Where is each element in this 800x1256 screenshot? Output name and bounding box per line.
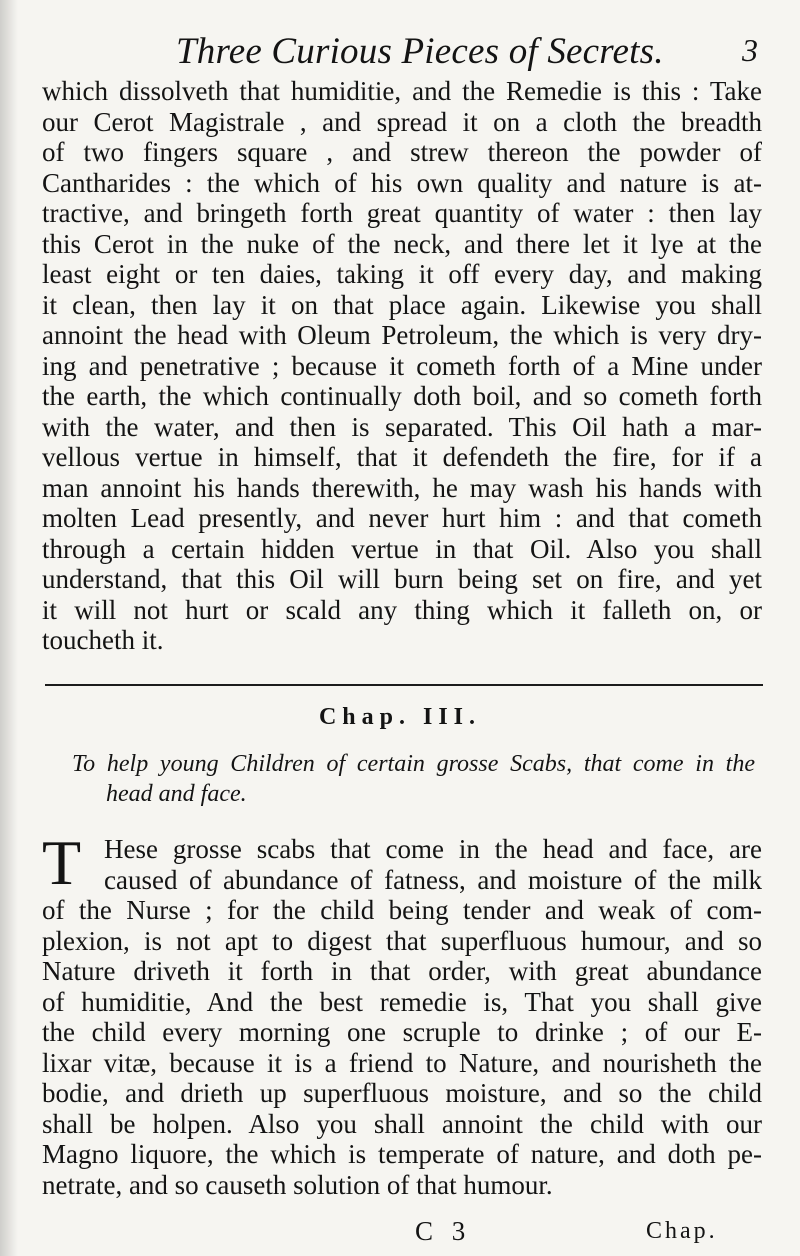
chapter-line: Hese grosse scabs that come in the head and face, are bbox=[104, 834, 762, 864]
body-line: this Cerot in the nuke of the neck, and there let it lye at the bbox=[42, 228, 762, 259]
body-line: of two fingers square , and strew thereon the powder of bbox=[42, 137, 762, 167]
body-line: understand, that this Oil will burn being set on fire, and yet bbox=[42, 564, 762, 594]
body-line: it will not hurt or scald any thing which it falleth on, or bbox=[42, 594, 762, 625]
chapter-heading: Chap. III. bbox=[318, 704, 482, 730]
chapter-line: bodie, and drieth up superfluous moisture, and so the child bbox=[42, 1078, 762, 1108]
chapter-line: shall be holpen. Also you shall annoint the child with our bbox=[42, 1108, 762, 1139]
body-line: which dissolveth that humiditie, and the Remedie is this : Take bbox=[42, 76, 762, 106]
main-body-text bbox=[42, 76, 762, 656]
running-head bbox=[0, 22, 800, 74]
body-line: it clean, then lay it on that place again. Likewise you shall bbox=[42, 289, 762, 320]
page-footer bbox=[0, 1214, 800, 1250]
body-line: ing and penetrative ; because it cometh forth of a Mine under bbox=[42, 350, 762, 381]
chapter-line: netrate, and so causeth solution of that humour. bbox=[42, 1169, 553, 1200]
body-line: our Cerot Magistrale , and spread it on a cloth the breadth bbox=[42, 106, 762, 137]
chapter-line: of humiditie, And the best remedie is, That you shall give bbox=[42, 986, 762, 1017]
drop-cap-letter: T bbox=[42, 827, 82, 898]
body-line: through a certain hidden vertue in that Oil. Also you shall bbox=[42, 533, 762, 564]
body-line: molten Lead presently, and never hurt him : and that cometh bbox=[42, 503, 762, 533]
body-line: man annoint his hands therewith, he may wash his hands with bbox=[42, 472, 762, 503]
chapter-title bbox=[72, 749, 755, 809]
body-line: least eight or ten daies, taking it off every day, and making bbox=[42, 259, 762, 289]
body-line: tractive, and bringeth forth great quantity of water : then lay bbox=[42, 198, 762, 228]
chapter-line: plexion, is not apt to digest that superfluous humour, and so bbox=[42, 925, 762, 956]
printer-signature: C 3 bbox=[415, 1216, 472, 1246]
body-line: toucheth it. bbox=[42, 625, 164, 655]
chapter-body-text bbox=[42, 827, 762, 1200]
body-line: Cantharides : the which of his own quality and nature is at- bbox=[42, 167, 762, 198]
body-line: annoint the head with Oleum Petroleum, the which is very dry- bbox=[42, 320, 762, 350]
chapter-line: lixar vitæ, because it is a friend to Nature, and nourisheth the bbox=[42, 1047, 762, 1078]
chapter-title-line: head and face. bbox=[106, 781, 247, 807]
chapter-line: Nature driveth it forth in that order, with great abundance bbox=[42, 956, 762, 986]
chapter-line: the child every morning one scruple to drinke ; of our E- bbox=[42, 1017, 762, 1047]
chapter-line: Magno liquore, the which is temperate of nature, and doth pe- bbox=[42, 1139, 762, 1169]
body-line: with the water, and then is separated. This Oil hath a mar- bbox=[42, 411, 762, 442]
running-title: Three Curious Pieces of Secrets. bbox=[176, 31, 664, 72]
page-edge-shadow bbox=[0, 0, 18, 1256]
page-number: 3 bbox=[742, 32, 758, 68]
body-line: the earth, the which continually doth boil, and so cometh forth bbox=[42, 381, 762, 411]
body-line: vellous vertue in himself, that it defendeth the fire, for if a bbox=[42, 442, 762, 472]
catchword: Chap. bbox=[646, 1218, 718, 1244]
chapter-title-line: To help young Children of certain grosse Scabs, that come in the bbox=[72, 751, 755, 777]
section-divider bbox=[45, 684, 763, 686]
chapter-line: of the Nurse ; for the child being tender and weak of com- bbox=[42, 895, 762, 925]
chapter-line: caused of abundance of fatness, and moisture of the milk bbox=[104, 864, 762, 895]
